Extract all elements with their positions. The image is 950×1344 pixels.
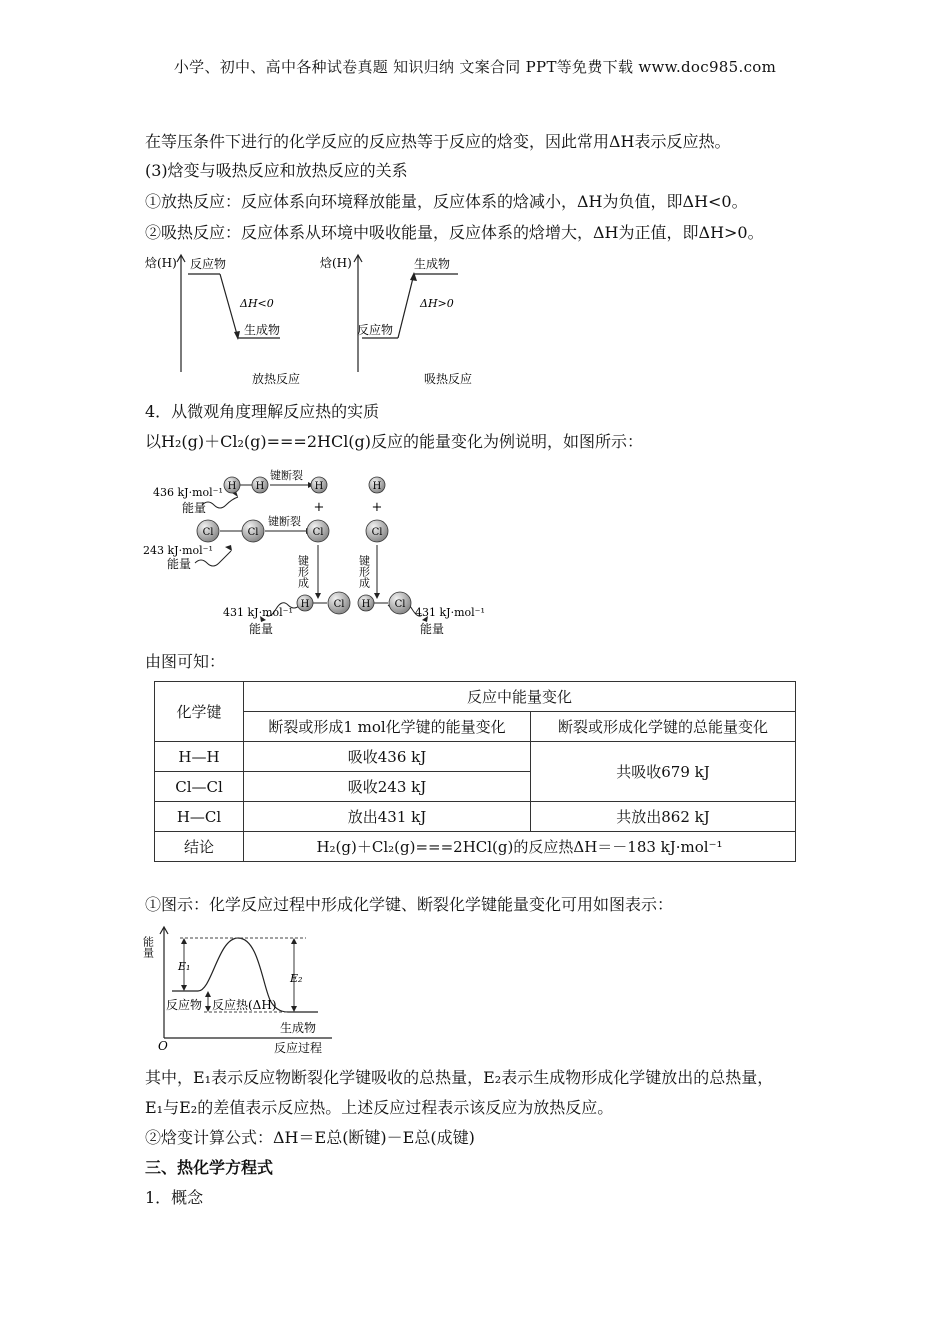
heat-arrowhead-down: [205, 1006, 211, 1012]
atom-h-label: H: [300, 599, 310, 610]
table-row: [155, 832, 796, 862]
header-bond: 化学键: [155, 682, 244, 742]
hcl-right-bond-energy: 431 kJ·mol⁻¹: [415, 606, 485, 619]
endo-dh-label: ΔH>0: [420, 297, 454, 310]
paragraph-enthalpy-heat: 在等压条件下进行的化学反应的反应热等于反应的焓变，因此常用ΔH表示反应热。: [145, 132, 731, 151]
reactant-label: 反应物: [166, 998, 203, 1012]
page-header: 小学、初中、高中各种试卷真题 知识归纳 文案合同 PPT等免费下载 www.doc985.com: [173, 58, 777, 76]
section-3-subtitle: (3)焓变与吸热反应和放热反应的关系: [145, 161, 408, 180]
atom-cl-label: Cl: [371, 527, 383, 538]
hcl-left-energy-word: 能量: [249, 622, 274, 636]
atom-h-label: H: [227, 481, 237, 492]
diagram-intro: ①图示：化学反应过程中形成化学键、断裂化学键能量变化可用如图表示：: [145, 895, 674, 914]
exo-product-label: 生成物: [244, 323, 281, 337]
section-3-item-1: 1．概念: [145, 1188, 204, 1207]
hh-bond-energy: 436 kJ·mol⁻¹: [153, 486, 223, 499]
table-row: [155, 742, 796, 772]
hh-energy-word: 能量: [182, 501, 207, 515]
section-3-title: 三、热化学方程式: [145, 1158, 274, 1177]
endo-arrowhead: [410, 272, 417, 281]
table-header-row: [155, 682, 796, 712]
total-absorb-cell: 共吸收679 kJ: [531, 742, 796, 802]
clcl-energy-word: 能量: [167, 557, 192, 571]
heat-arrowhead-up: [205, 991, 211, 997]
endo-reactant-label: 反应物: [357, 323, 394, 337]
y-axis-label: 能量: [141, 936, 155, 958]
exo-axis-label: 焓(H): [145, 256, 177, 270]
section-4-intro: 以H₂(g)＋Cl₂(g)===2HCl(g)反应的能量变化为例说明，如图所示：: [145, 432, 644, 451]
bond-cell: H—Cl: [155, 802, 244, 832]
paragraph-formula: ②焓变计算公式：ΔH＝E总(断键)－E总(成键): [145, 1128, 475, 1147]
exo-path: [220, 274, 238, 338]
form-label-left: 键形成: [296, 555, 310, 588]
exo-dh-label: ΔH<0: [240, 297, 274, 310]
e1-arrowhead-down: [181, 985, 187, 991]
e2-arrowhead-up: [291, 938, 297, 944]
endo-path: [398, 274, 414, 338]
heat-label: 反应热(ΔH): [212, 998, 277, 1012]
e2-label: E₂: [290, 972, 303, 985]
paragraph-exothermic: ①放热反应：反应体系向环境释放能量，反应体系的焓减小，ΔH为负值，即ΔH<0。: [145, 192, 748, 211]
conclusion-cell: H₂(g)＋Cl₂(g)===2HCl(g)的反应热ΔH＝－183 kJ·mol⁻¹: [244, 832, 796, 862]
product-label: 生成物: [280, 1021, 317, 1035]
endo-axis-label: 焓(H): [320, 256, 352, 270]
section-4-title: 4．从微观角度理解反应热的实质: [145, 402, 380, 421]
exo-reactant-label: 反应物: [190, 257, 227, 271]
hcl-left-bond-energy: 431 kJ·mol⁻¹: [223, 606, 293, 619]
bond-energy-diagram: [140, 465, 500, 645]
table-row: [155, 802, 796, 832]
form-label-right: 键形成: [357, 555, 371, 588]
atom-h-label: H: [255, 481, 265, 492]
from-figure-text: 由图可知：: [145, 652, 226, 671]
paragraph-endothermic: ②吸热反应：反应体系从环境中吸收能量，反应体系的焓增大，ΔH为正值，即ΔH>0。: [145, 223, 764, 242]
atom-cl-label: Cl: [247, 527, 259, 538]
clcl-bond-energy: 243 kJ·mol⁻¹: [143, 544, 213, 557]
atom-h-label: H: [314, 481, 324, 492]
atom-cl-label: Cl: [333, 599, 345, 610]
bond-cell: H—H: [155, 742, 244, 772]
header-per-mol: 断裂或形成1 mol化学键的能量变化: [244, 712, 531, 742]
e1-arrowhead-up: [181, 938, 187, 944]
energy-cell: 吸收243 kJ: [244, 772, 531, 802]
form-left-arrowhead: [315, 593, 321, 599]
e2-arrowhead-down: [291, 1006, 297, 1012]
endo-caption: 吸热反应: [424, 372, 473, 386]
atom-h-label: H: [372, 481, 382, 492]
atom-h-label: H: [361, 599, 371, 610]
hcl-right-energy-word: 能量: [420, 622, 445, 636]
bond-energy-table: [154, 681, 796, 862]
total-release-cell: 共放出862 kJ: [531, 802, 796, 832]
exo-caption: 放热反应: [252, 372, 301, 386]
paragraph-where-2: E₁与E₂的差值表示反应热。上述反应过程表示该反应为放热反应。: [145, 1098, 614, 1117]
header-energy-change: 反应中能量变化: [244, 682, 796, 712]
break-label-hh: 键断裂: [270, 469, 303, 482]
clcl-arrowhead: [225, 545, 232, 551]
bond-cell: Cl—Cl: [155, 772, 244, 802]
exo-arrowhead: [234, 331, 240, 340]
atom-cl-label: Cl: [394, 599, 406, 610]
plus-sign: +: [313, 500, 325, 515]
header-total: 断裂或形成化学键的总能量变化: [531, 712, 796, 742]
atom-cl-label: Cl: [202, 527, 214, 538]
origin-label: O: [158, 1039, 168, 1053]
plus-sign: +: [371, 500, 383, 515]
break-label-clcl: 键断裂: [268, 515, 301, 528]
atom-cl-label: Cl: [312, 527, 324, 538]
paragraph-where-1: 其中，E₁表示反应物断裂化学键吸收的总热量，E₂表示生成物形成化学键放出的总热量，: [145, 1068, 774, 1087]
enthalpy-diagrams: [140, 250, 500, 395]
form-right-arrowhead: [374, 593, 380, 599]
x-axis-label: 反应过程: [274, 1041, 323, 1055]
endo-product-label: 生成物: [414, 257, 451, 271]
energy-cell: 吸收436 kJ: [244, 742, 531, 772]
energy-profile-diagram: [140, 920, 340, 1060]
energy-cell: 放出431 kJ: [244, 802, 531, 832]
conclusion-label: 结论: [155, 832, 244, 862]
table-subheader-row: [155, 712, 796, 742]
e1-label: E₁: [178, 960, 191, 973]
